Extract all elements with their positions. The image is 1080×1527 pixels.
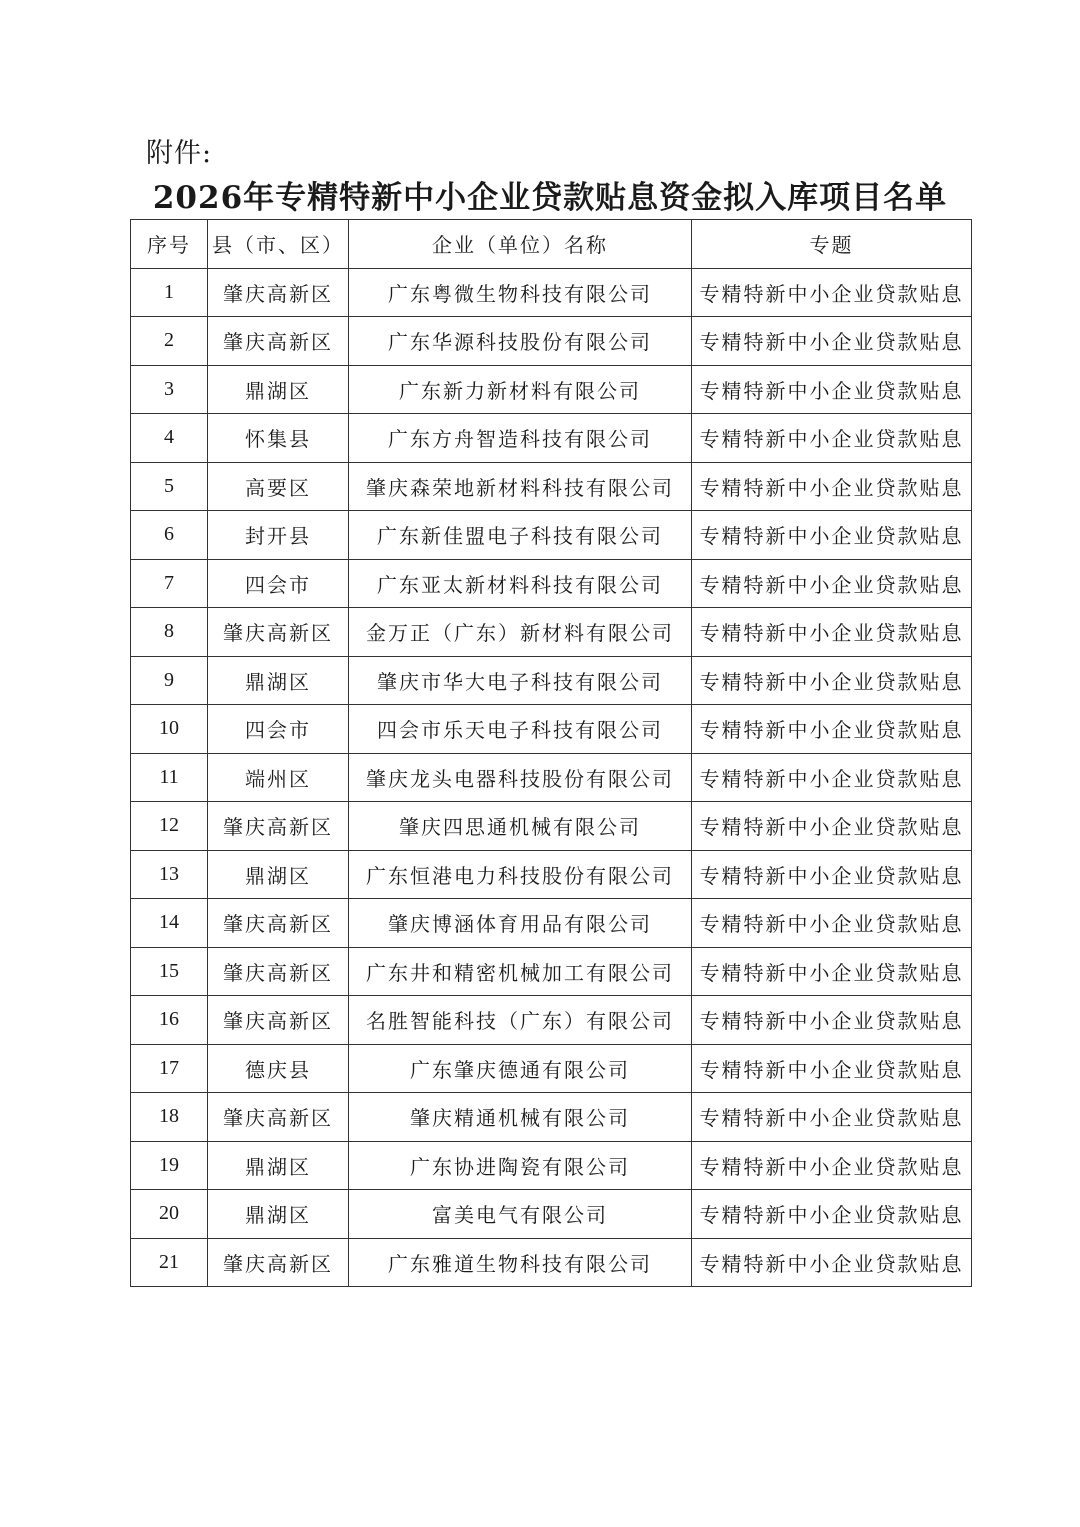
table-row bbox=[131, 1190, 972, 1239]
cell-topic: 专精特新中小企业贷款贴息 bbox=[692, 1141, 972, 1190]
cell-topic: 专精特新中小企业贷款贴息 bbox=[692, 1093, 972, 1142]
cell-serial-number: 21 bbox=[131, 1238, 208, 1287]
cell-topic: 专精特新中小企业贷款贴息 bbox=[692, 996, 972, 1045]
cell-serial-number: 2 bbox=[131, 317, 208, 366]
table-row bbox=[131, 559, 972, 608]
table-row bbox=[131, 947, 972, 996]
table-row bbox=[131, 850, 972, 899]
cell-district: 肇庆高新区 bbox=[208, 268, 349, 317]
cell-company-name: 肇庆森荣地新材料科技有限公司 bbox=[349, 462, 692, 511]
cell-district: 肇庆高新区 bbox=[208, 1238, 349, 1287]
cell-serial-number: 15 bbox=[131, 947, 208, 996]
header-topic: 专题 bbox=[692, 220, 972, 269]
table-row bbox=[131, 365, 972, 414]
cell-company-name: 名胜智能科技（广东）有限公司 bbox=[349, 996, 692, 1045]
cell-topic: 专精特新中小企业贷款贴息 bbox=[692, 317, 972, 366]
cell-district: 鼎湖区 bbox=[208, 1141, 349, 1190]
cell-district: 鼎湖区 bbox=[208, 656, 349, 705]
table-row bbox=[131, 656, 972, 705]
table-row bbox=[131, 899, 972, 948]
table-row bbox=[131, 608, 972, 657]
cell-district: 肇庆高新区 bbox=[208, 608, 349, 657]
cell-serial-number: 6 bbox=[131, 511, 208, 560]
cell-serial-number: 8 bbox=[131, 608, 208, 657]
cell-company-name: 广东雅道生物科技有限公司 bbox=[349, 1238, 692, 1287]
cell-topic: 专精特新中小企业贷款贴息 bbox=[692, 559, 972, 608]
cell-company-name: 肇庆四思通机械有限公司 bbox=[349, 802, 692, 851]
cell-district: 德庆县 bbox=[208, 1044, 349, 1093]
table-body bbox=[131, 268, 972, 1287]
attachment-label: 附件: bbox=[146, 138, 213, 169]
cell-serial-number: 11 bbox=[131, 753, 208, 802]
cell-district: 高要区 bbox=[208, 462, 349, 511]
cell-topic: 专精特新中小企业贷款贴息 bbox=[692, 462, 972, 511]
cell-serial-number: 5 bbox=[131, 462, 208, 511]
cell-company-name: 肇庆龙头电器科技股份有限公司 bbox=[349, 753, 692, 802]
table-row bbox=[131, 753, 972, 802]
cell-company-name: 广东井和精密机械加工有限公司 bbox=[349, 947, 692, 996]
cell-topic: 专精特新中小企业贷款贴息 bbox=[692, 1238, 972, 1287]
cell-district: 封开县 bbox=[208, 511, 349, 560]
cell-company-name: 广东恒港电力科技股份有限公司 bbox=[349, 850, 692, 899]
header-company-name: 企业（单位）名称 bbox=[349, 220, 692, 269]
cell-topic: 专精特新中小企业贷款贴息 bbox=[692, 850, 972, 899]
cell-topic: 专精特新中小企业贷款贴息 bbox=[692, 656, 972, 705]
document-title: 2026年专精特新中小企业贷款贴息资金拟入库项目名单 bbox=[152, 180, 948, 216]
table-row bbox=[131, 317, 972, 366]
cell-topic: 专精特新中小企业贷款贴息 bbox=[692, 1190, 972, 1239]
cell-company-name: 广东新佳盟电子科技有限公司 bbox=[349, 511, 692, 560]
cell-company-name: 金万正（广东）新材料有限公司 bbox=[349, 608, 692, 657]
cell-serial-number: 7 bbox=[131, 559, 208, 608]
table-header-row bbox=[131, 220, 972, 269]
cell-district: 四会市 bbox=[208, 705, 349, 754]
cell-topic: 专精特新中小企业贷款贴息 bbox=[692, 753, 972, 802]
cell-serial-number: 1 bbox=[131, 268, 208, 317]
cell-topic: 专精特新中小企业贷款贴息 bbox=[692, 1044, 972, 1093]
cell-serial-number: 17 bbox=[131, 1044, 208, 1093]
table-row bbox=[131, 705, 972, 754]
cell-topic: 专精特新中小企业贷款贴息 bbox=[692, 705, 972, 754]
cell-company-name: 富美电气有限公司 bbox=[349, 1190, 692, 1239]
cell-district: 肇庆高新区 bbox=[208, 996, 349, 1045]
cell-serial-number: 20 bbox=[131, 1190, 208, 1239]
cell-company-name: 肇庆博涵体育用品有限公司 bbox=[349, 899, 692, 948]
cell-district: 肇庆高新区 bbox=[208, 317, 349, 366]
table-row bbox=[131, 1093, 972, 1142]
cell-company-name: 广东粤微生物科技有限公司 bbox=[349, 268, 692, 317]
cell-company-name: 广东协进陶瓷有限公司 bbox=[349, 1141, 692, 1190]
cell-district: 肇庆高新区 bbox=[208, 1093, 349, 1142]
cell-serial-number: 19 bbox=[131, 1141, 208, 1190]
table-row bbox=[131, 462, 972, 511]
cell-topic: 专精特新中小企业贷款贴息 bbox=[692, 608, 972, 657]
cell-topic: 专精特新中小企业贷款贴息 bbox=[692, 268, 972, 317]
table-row bbox=[131, 996, 972, 1045]
cell-company-name: 广东亚太新材料科技有限公司 bbox=[349, 559, 692, 608]
table-row bbox=[131, 414, 972, 463]
cell-topic: 专精特新中小企业贷款贴息 bbox=[692, 802, 972, 851]
header-serial-number: 序号 bbox=[131, 220, 208, 269]
cell-company-name: 广东新力新材料有限公司 bbox=[349, 365, 692, 414]
cell-serial-number: 12 bbox=[131, 802, 208, 851]
cell-company-name: 广东华源科技股份有限公司 bbox=[349, 317, 692, 366]
cell-district: 肇庆高新区 bbox=[208, 947, 349, 996]
cell-company-name: 广东肇庆德通有限公司 bbox=[349, 1044, 692, 1093]
table-row bbox=[131, 1238, 972, 1287]
cell-topic: 专精特新中小企业贷款贴息 bbox=[692, 365, 972, 414]
cell-district: 鼎湖区 bbox=[208, 850, 349, 899]
cell-serial-number: 13 bbox=[131, 850, 208, 899]
table-row bbox=[131, 511, 972, 560]
cell-company-name: 广东方舟智造科技有限公司 bbox=[349, 414, 692, 463]
table-row bbox=[131, 1044, 972, 1093]
cell-serial-number: 16 bbox=[131, 996, 208, 1045]
table-row bbox=[131, 1141, 972, 1190]
cell-district: 端州区 bbox=[208, 753, 349, 802]
cell-topic: 专精特新中小企业贷款贴息 bbox=[692, 511, 972, 560]
table-row bbox=[131, 802, 972, 851]
cell-serial-number: 10 bbox=[131, 705, 208, 754]
header-district: 县（市、区） bbox=[208, 220, 349, 269]
cell-topic: 专精特新中小企业贷款贴息 bbox=[692, 899, 972, 948]
cell-serial-number: 18 bbox=[131, 1093, 208, 1142]
cell-district: 肇庆高新区 bbox=[208, 802, 349, 851]
cell-district: 怀集县 bbox=[208, 414, 349, 463]
cell-company-name: 四会市乐天电子科技有限公司 bbox=[349, 705, 692, 754]
cell-company-name: 肇庆精通机械有限公司 bbox=[349, 1093, 692, 1142]
cell-district: 肇庆高新区 bbox=[208, 899, 349, 948]
cell-serial-number: 3 bbox=[131, 365, 208, 414]
cell-serial-number: 14 bbox=[131, 899, 208, 948]
cell-topic: 专精特新中小企业贷款贴息 bbox=[692, 414, 972, 463]
cell-topic: 专精特新中小企业贷款贴息 bbox=[692, 947, 972, 996]
cell-serial-number: 4 bbox=[131, 414, 208, 463]
cell-serial-number: 9 bbox=[131, 656, 208, 705]
cell-district: 鼎湖区 bbox=[208, 1190, 349, 1239]
cell-district: 鼎湖区 bbox=[208, 365, 349, 414]
table-row bbox=[131, 268, 972, 317]
project-list-table bbox=[130, 219, 972, 1287]
cell-company-name: 肇庆市华大电子科技有限公司 bbox=[349, 656, 692, 705]
cell-district: 四会市 bbox=[208, 559, 349, 608]
